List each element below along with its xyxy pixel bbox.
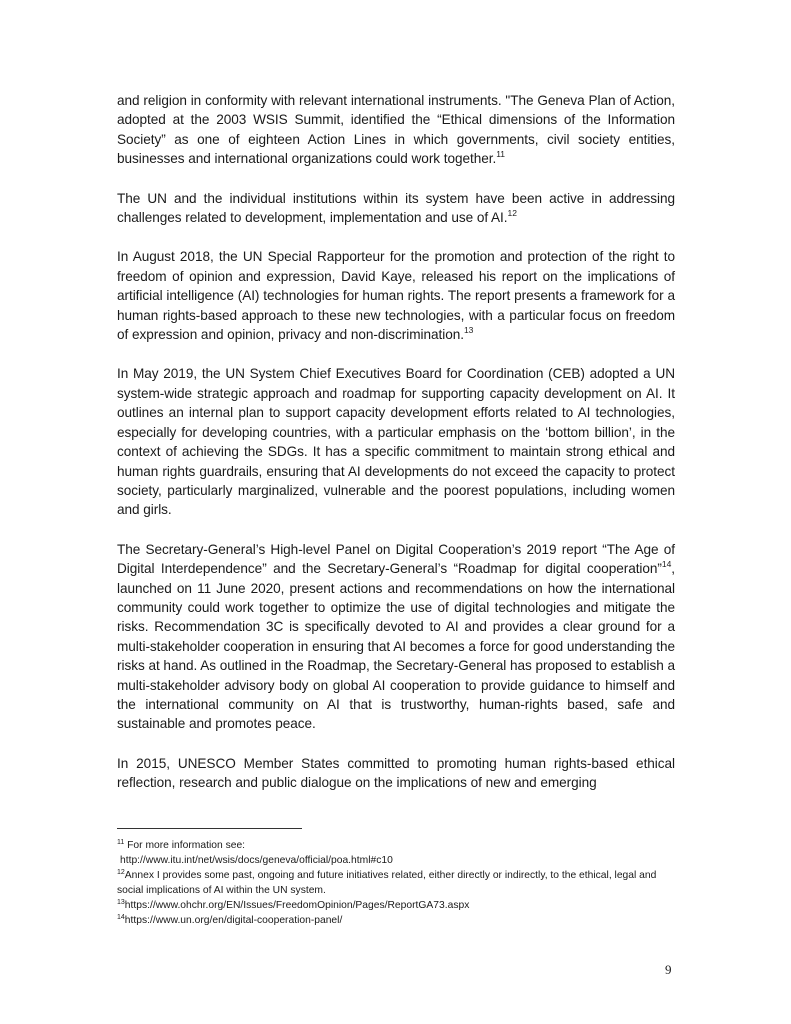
paragraph-text: In 2015, UNESCO Member States committed to promoting human rights-based ethical reflection, research and public dialogue on the implications of new and emerging bbox=[117, 755, 675, 791]
paragraph-digital-cooperation bbox=[117, 540, 675, 734]
paragraph-text: In August 2018, the UN Special Rapporteur for the promotion and protection of the right to freedom of opinion and expression, David Kaye, released his report on the implications of artificial intelligence (AI) technologies for human rights. The report presents a framework for a human rights-based approach to these new technologies, with a particular focus on freedom of expression and opinion, privacy and non-discrimination. bbox=[117, 249, 675, 343]
paragraph-text: The UN and the individual institutions within its system have been active in addressing challenges related to development, implementation and use of AI. bbox=[117, 190, 675, 226]
footnote-11 bbox=[117, 838, 677, 853]
footnote-number: 12 bbox=[117, 868, 125, 876]
footnote-13 bbox=[117, 898, 677, 913]
body-text bbox=[117, 91, 675, 813]
footnote-number: 14 bbox=[117, 913, 125, 921]
footnote-14 bbox=[117, 913, 677, 928]
footnote-12 bbox=[117, 868, 677, 898]
footnote-separator bbox=[117, 828, 302, 829]
footnote-text: Annex I provides some past, ongoing and future initiatives related, either directly or indirectly, to the ethical, legal and social implications of AI within the UN system. bbox=[117, 870, 657, 896]
footnote-link[interactable]: https://www.un.org/en/digital-cooperation-panel/ bbox=[124, 915, 343, 926]
paragraph-text: The Secretary-General’s High-level Panel on Digital Cooperation’s 2019 report “The Age of Digital Interdependence” and the Secretary-General’s “Roadmap for digital cooperation” bbox=[117, 541, 675, 577]
paragraph-text: In May 2019, the UN System Chief Executives Board for Coordination (CEB) adopted a UN system-wide strategic approach and roadmap for supporting capacity development on AI. It outlines an internal plan to support capacity development efforts related to AI technologies, especially for developing countries, with a particular emphasis on the ‘bottom billion’, in the context of achieving the SDGs. It has a specific commitment to maintain strong ethical and human rights guardrails, ensuring that AI developments do not exceed the capacity to protect society, particularly marginalized, vulnerable and the poorest populations, including women and girls. bbox=[117, 366, 675, 518]
footnote-ref-14[interactable]: 14 bbox=[661, 558, 672, 569]
paragraph-wsis-action-lines bbox=[117, 91, 675, 169]
footnote-ref-11[interactable]: 11 bbox=[496, 148, 505, 159]
page-number: 9 bbox=[665, 962, 672, 977]
footnote-text: For more information see: bbox=[124, 840, 246, 851]
footnote-ref-13[interactable]: 13 bbox=[463, 324, 474, 335]
paragraph-text: and religion in conformity with relevant international instruments. "The Geneva Plan of Action, adopted at the 2003 WSIS Summit, identified the “Ethical dimensions of the Information Society” as one of eighteen Action Lines in which governments, civil society entities, businesses and international organizations could work together. bbox=[117, 93, 675, 167]
footnotes bbox=[117, 838, 677, 928]
footnote-11-url[interactable]: http://www.itu.int/net/wsis/docs/geneva/official/poa.html#c10 bbox=[120, 855, 393, 866]
footnote-number: 11 bbox=[117, 838, 125, 846]
paragraph-special-rapporteur bbox=[117, 247, 675, 344]
paragraph-unesco bbox=[117, 754, 675, 793]
paragraph-un-institutions bbox=[117, 189, 675, 228]
footnote-ref-12[interactable]: 12 bbox=[507, 207, 517, 218]
footnote-number: 13 bbox=[117, 898, 125, 906]
paragraph-ceb-roadmap bbox=[117, 364, 675, 519]
paragraph-text-continued: , launched on 11 June 2020, present actions and recommendations on how the international community could work together to optimize the use of digital technologies and mitigate the risks. Recommendation 3C is specifically devoted to AI and provides a clear ground for a multi-stakeholder cooperation in ensuring that AI becomes a force for good understanding the risks at hand. As outlined in the Roadmap, the Secretary-General has proposed to establish a multi-stakeholder advisory body on global AI cooperation to provide guidance to himself and the international community on AI that is trustworthy, human-rights based, safe and sustainable and promotes peace. bbox=[117, 561, 675, 732]
footnote-link[interactable]: https://www.ohchr.org/EN/Issues/FreedomOpinion/Pages/ReportGA73.aspx bbox=[124, 900, 470, 911]
